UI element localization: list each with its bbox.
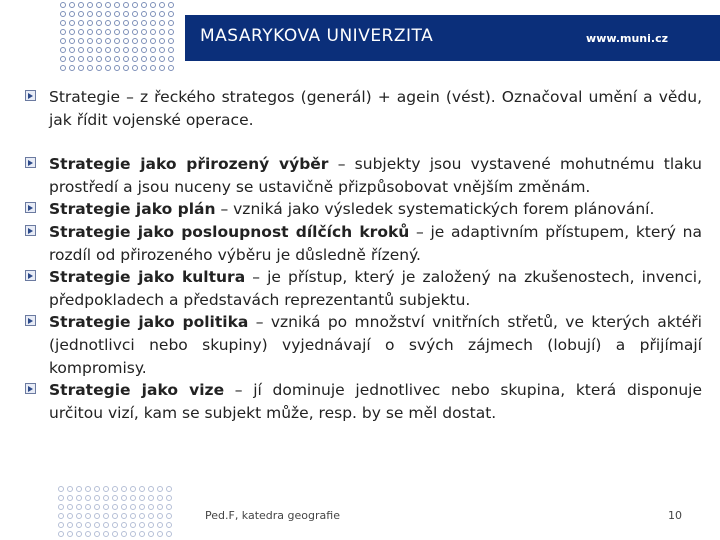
dot-ornament (78, 20, 84, 26)
dot-ornament (148, 513, 154, 519)
dot-ornament (96, 20, 102, 26)
dot-ornament (67, 522, 73, 528)
dot-ornament (139, 531, 145, 537)
dot-ornament (87, 2, 93, 8)
dot-ornament (87, 56, 93, 62)
dot-ornament (130, 531, 136, 537)
dot-ornament (96, 38, 102, 44)
dot-ornament (112, 504, 118, 510)
dot-ornament (69, 11, 75, 17)
dot-ornament (123, 20, 129, 26)
dot-ornament (114, 11, 120, 17)
dot-ornament (123, 38, 129, 44)
dot-ornament (130, 504, 136, 510)
dot-ornament (58, 513, 64, 519)
dot-ornament (150, 11, 156, 17)
bullet-text: – je adaptivním přístupem, který na rozdíl od přirozeného výběru je důsledně řízený. (49, 222, 703, 264)
bullet-arrow-icon (25, 202, 36, 213)
dot-ornament (67, 513, 73, 519)
slide-number: 10 (668, 509, 682, 522)
dot-ornament (123, 11, 129, 17)
dot-ornament (87, 11, 93, 17)
dot-ornament (166, 504, 172, 510)
dot-ornament (85, 495, 91, 501)
dot-ornament (168, 2, 174, 8)
bullet-item (22, 221, 702, 266)
university-title: MASARYKOVA UNIVERZITA (200, 26, 434, 46)
dot-ornament (159, 56, 165, 62)
dot-ornament (166, 531, 172, 537)
dot-ornament (94, 504, 100, 510)
dot-ornament (60, 56, 66, 62)
dot-ornament (87, 38, 93, 44)
dot-ornament (159, 2, 165, 8)
dot-ornament (78, 29, 84, 35)
dot-ornament (123, 56, 129, 62)
dot-ornament (168, 29, 174, 35)
dot-ornament (69, 29, 75, 35)
dot-ornament (103, 495, 109, 501)
dot-ornament (76, 495, 82, 501)
bullet-text: – vzniká jako výsledek systematických forem plánování. (215, 200, 655, 219)
dot-ornament (60, 38, 66, 44)
dot-ornament (78, 2, 84, 8)
bullet-arrow-icon (25, 315, 36, 326)
bullet-bold: Strategie jako kultura (49, 268, 246, 287)
dot-ornament (157, 504, 163, 510)
dot-ornament (141, 20, 147, 26)
bullet-bold: Strategie jako posloupnost dílčích kroků (49, 222, 410, 241)
bullet-arrow-icon (25, 225, 36, 236)
dot-ornament (159, 11, 165, 17)
dot-ornament (157, 495, 163, 501)
dot-ornament (114, 20, 120, 26)
bullet-item (22, 311, 702, 379)
dot-ornament (94, 531, 100, 537)
dot-ornament (139, 513, 145, 519)
bullet-arrow-icon (25, 383, 36, 394)
dot-ornament (85, 486, 91, 492)
dot-ornament (87, 47, 93, 53)
dot-ornament (141, 56, 147, 62)
dot-ornament (67, 531, 73, 537)
dot-ornament (123, 47, 129, 53)
dot-ornament (121, 522, 127, 528)
dot-ornament (148, 495, 154, 501)
dot-ornament (114, 38, 120, 44)
footer-department: Ped.F, katedra geografie (205, 509, 340, 522)
dot-ornament (60, 29, 66, 35)
dot-ornament (141, 29, 147, 35)
dot-ornament (103, 522, 109, 528)
dot-ornament (150, 47, 156, 53)
dot-ornament (114, 2, 120, 8)
dot-ornament (78, 65, 84, 71)
dot-ornament (121, 531, 127, 537)
dot-ornament (148, 531, 154, 537)
dot-ornament (132, 65, 138, 71)
bullet-item (22, 198, 702, 221)
dot-ornament (141, 11, 147, 17)
dot-ornament (105, 38, 111, 44)
dot-ornament (168, 47, 174, 53)
dot-ornament (130, 495, 136, 501)
dot-ornament (121, 504, 127, 510)
dot-ornament (67, 504, 73, 510)
dot-ornament (141, 47, 147, 53)
bullet-bold: Strategie jako vize (49, 381, 225, 400)
dot-ornament (159, 47, 165, 53)
dot-ornament (60, 47, 66, 53)
dot-ornament (157, 531, 163, 537)
dot-ornament (69, 56, 75, 62)
dot-pattern-bottom (58, 486, 172, 537)
dot-ornament (159, 65, 165, 71)
dot-ornament (94, 513, 100, 519)
dot-ornament (78, 38, 84, 44)
bullet-item (22, 86, 702, 131)
dot-ornament (96, 65, 102, 71)
dot-ornament (76, 504, 82, 510)
dot-ornament (150, 20, 156, 26)
dot-ornament (69, 47, 75, 53)
dot-ornament (150, 2, 156, 8)
dot-ornament (87, 65, 93, 71)
dot-ornament (114, 47, 120, 53)
dot-ornament (96, 56, 102, 62)
dot-ornament (159, 38, 165, 44)
dot-ornament (123, 29, 129, 35)
dot-ornament (150, 65, 156, 71)
dot-ornament (112, 486, 118, 492)
dot-ornament (85, 522, 91, 528)
dot-ornament (60, 2, 66, 8)
dot-ornament (112, 522, 118, 528)
dot-ornament (112, 513, 118, 519)
dot-ornament (166, 495, 172, 501)
dot-ornament (168, 56, 174, 62)
bullet-bold: Strategie jako politika (49, 313, 249, 332)
bullet-list (22, 86, 702, 424)
dot-ornament (58, 522, 64, 528)
dot-ornament (148, 522, 154, 528)
dot-ornament (69, 2, 75, 8)
dot-ornament (132, 20, 138, 26)
dot-ornament (139, 522, 145, 528)
dot-ornament (159, 29, 165, 35)
dot-ornament (168, 11, 174, 17)
dot-ornament (148, 486, 154, 492)
dot-ornament (105, 29, 111, 35)
bullet-bold: Strategie jako plán (49, 200, 216, 219)
dot-ornament (130, 486, 136, 492)
dot-ornament (112, 531, 118, 537)
dot-ornament (78, 47, 84, 53)
bullet-arrow-icon (25, 157, 36, 168)
dot-ornament (141, 38, 147, 44)
dot-ornament (85, 531, 91, 537)
bullet-item (22, 153, 702, 198)
dot-ornament (69, 65, 75, 71)
dot-ornament (96, 47, 102, 53)
dot-ornament (76, 486, 82, 492)
dot-ornament (168, 38, 174, 44)
dot-ornament (69, 20, 75, 26)
dot-ornament (168, 65, 174, 71)
dot-ornament (105, 11, 111, 17)
dot-ornament (76, 513, 82, 519)
dot-ornament (139, 486, 145, 492)
dot-ornament (103, 513, 109, 519)
bullet-text: – je přístup, který je založený na zkušenostech, invenci, předpokladech a představách reprezentantů subjektu. (49, 268, 703, 309)
dot-ornament (123, 2, 129, 8)
bullet-text: Strategie – z řeckého strategos (generál) + agein (vést). Označoval umění a vědu, jak řídit vojenské operace. (49, 88, 702, 129)
dot-ornament (58, 531, 64, 537)
dot-pattern-top (60, 2, 174, 71)
bullet-bold: Strategie jako přirozený výběr (49, 155, 329, 174)
bullet-arrow-icon (25, 90, 36, 101)
dot-ornament (96, 29, 102, 35)
dot-ornament (105, 56, 111, 62)
dot-ornament (132, 2, 138, 8)
dot-ornament (78, 11, 84, 17)
dot-ornament (123, 65, 129, 71)
website-url: www.muni.cz (586, 32, 668, 45)
dot-ornament (105, 20, 111, 26)
dot-ornament (121, 495, 127, 501)
dot-ornament (114, 29, 120, 35)
dot-ornament (141, 2, 147, 8)
dot-ornament (168, 20, 174, 26)
dot-ornament (166, 486, 172, 492)
dot-ornament (150, 38, 156, 44)
bullet-item (22, 379, 702, 424)
dot-ornament (159, 20, 165, 26)
dot-ornament (105, 47, 111, 53)
dot-ornament (121, 513, 127, 519)
dot-ornament (130, 513, 136, 519)
dot-ornament (96, 2, 102, 8)
dot-ornament (58, 486, 64, 492)
dot-ornament (85, 504, 91, 510)
dot-ornament (157, 522, 163, 528)
dot-ornament (150, 56, 156, 62)
dot-ornament (132, 29, 138, 35)
dot-ornament (94, 495, 100, 501)
dot-ornament (166, 522, 172, 528)
dot-ornament (58, 504, 64, 510)
dot-ornament (60, 20, 66, 26)
dot-ornament (105, 2, 111, 8)
bullet-text: – jí dominuje jednotlivec nebo skupina, která disponuje určitou vizí, kam se subjekt může, resp. by se měl dostat. (49, 381, 703, 422)
dot-ornament (132, 47, 138, 53)
dot-ornament (139, 504, 145, 510)
dot-ornament (67, 486, 73, 492)
dot-ornament (67, 495, 73, 501)
dot-ornament (114, 56, 120, 62)
dot-ornament (103, 504, 109, 510)
dot-ornament (114, 65, 120, 71)
slide-header (0, 0, 720, 78)
dot-ornament (112, 495, 118, 501)
dot-ornament (87, 20, 93, 26)
dot-ornament (150, 29, 156, 35)
dot-ornament (157, 486, 163, 492)
dot-ornament (105, 65, 111, 71)
dot-ornament (157, 513, 163, 519)
bullet-text: – vzniká po množství vnitřních střetů, ve kterých aktéři (jednotlivci nebo skupiny) vyjednávají o svých zájmech (lobují) a přijímají kompromisy. (49, 313, 702, 377)
dot-ornament (94, 486, 100, 492)
dot-ornament (87, 29, 93, 35)
dot-ornament (130, 522, 136, 528)
dot-ornament (96, 11, 102, 17)
dot-ornament (58, 495, 64, 501)
dot-ornament (166, 513, 172, 519)
dot-ornament (141, 65, 147, 71)
dot-ornament (76, 522, 82, 528)
bullet-arrow-icon (25, 270, 36, 281)
dot-ornament (121, 486, 127, 492)
dot-ornament (148, 504, 154, 510)
dot-ornament (103, 531, 109, 537)
dot-ornament (60, 11, 66, 17)
dot-ornament (60, 65, 66, 71)
dot-ornament (139, 495, 145, 501)
dot-ornament (132, 38, 138, 44)
bullet-item (22, 266, 702, 311)
dot-ornament (78, 56, 84, 62)
dot-ornament (85, 513, 91, 519)
dot-ornament (76, 531, 82, 537)
bullet-text: – subjekty jsou vystavené mohutnému tlaku prostředí a jsou nuceny se ustavičně přizpůsobovat vnějším změnám. (49, 155, 703, 196)
dot-ornament (69, 38, 75, 44)
dot-ornament (132, 56, 138, 62)
dot-ornament (103, 486, 109, 492)
dot-ornament (94, 522, 100, 528)
dot-ornament (132, 11, 138, 17)
